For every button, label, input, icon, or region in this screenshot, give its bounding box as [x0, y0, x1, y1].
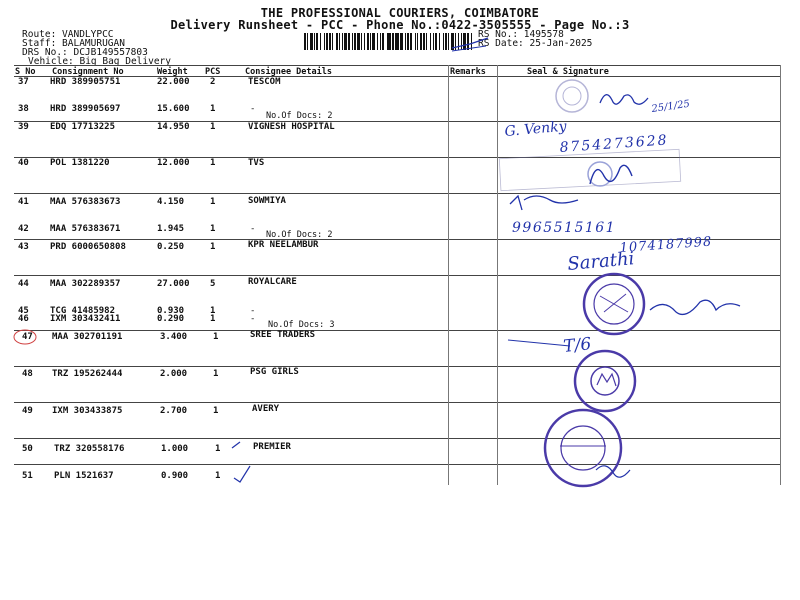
row-weight: 2.700 [160, 406, 188, 416]
row-pcs: 1 [210, 314, 216, 324]
col-weight: Weight [157, 67, 188, 77]
row-consignment: MAA 576383671 [50, 224, 121, 234]
row-weight: 4.150 [157, 197, 185, 207]
row-consignment: IXM 303432411 [50, 314, 121, 324]
col-remarks: Remarks [450, 67, 486, 77]
row-divider [14, 239, 780, 240]
rs-date: RS Date: 25-Jan-2025 [478, 38, 593, 49]
row-sno: 43 [18, 242, 29, 252]
row-pcs: 1 [210, 158, 216, 168]
row-pcs: 2 [210, 77, 216, 87]
row-sno: 37 [18, 77, 29, 87]
vehicle-label: Vehicle: Big Bag Delivery [28, 56, 171, 67]
row-sno: 47 [22, 332, 33, 342]
seal-divider [497, 65, 498, 485]
row-weight: 3.400 [160, 332, 188, 342]
underline-icon [508, 340, 570, 346]
row-divider [14, 402, 780, 403]
row-divider [14, 464, 780, 465]
row-consignee: TVS [248, 158, 265, 168]
row-consignment: PRD 6000650808 [50, 242, 126, 252]
row-consignee: VIGNESH HOSPITAL [248, 122, 335, 132]
row-consignee: - [250, 104, 256, 114]
header-rule [14, 76, 780, 77]
drs-label: DRS No.: DCJB149557803 [22, 47, 148, 58]
docs-count: No.Of Docs: 3 [268, 320, 335, 330]
row-consignee: PSG GIRLS [250, 367, 299, 377]
row-consignment: MAA 302289357 [50, 279, 121, 289]
row-weight: 14.950 [157, 122, 190, 132]
table-top-rule [14, 65, 780, 66]
row-sno: 39 [18, 122, 29, 132]
handwritten-name: Sarathi [566, 248, 636, 275]
row-consignee: KPR NEELAMBUR [248, 240, 319, 250]
check-mark-icon [234, 466, 250, 482]
handwritten-phone: 1074187998 [619, 234, 713, 256]
row-sno: 48 [22, 369, 33, 379]
row-weight: 0.930 [157, 306, 185, 316]
row-consignee: ROYALCARE [248, 277, 297, 287]
row-divider [14, 330, 780, 331]
row-weight: 1.000 [161, 444, 189, 454]
row-pcs: 1 [210, 242, 216, 252]
row-pcs: 1 [210, 122, 216, 132]
row-divider [14, 121, 780, 122]
row-pcs: 1 [210, 197, 216, 207]
row-consignment: POL 1381220 [50, 158, 110, 168]
row-divider [14, 366, 780, 367]
row-sno: 51 [22, 471, 33, 481]
rs-number: RS No.: 1495578 [478, 29, 564, 40]
row-consignee: PREMIER [253, 442, 291, 452]
row-sno: 42 [18, 224, 29, 234]
row-pcs: 1 [210, 224, 216, 234]
row-sno: 41 [18, 197, 29, 207]
row-consignment: IXM 303433875 [52, 406, 123, 416]
staff-label: Staff: BALAMURUGAN [22, 38, 125, 49]
row-consignee: - [250, 306, 256, 316]
signature-icon [650, 300, 740, 314]
row-weight: 2.000 [160, 369, 188, 379]
handwritten-phone: 9965515161 [512, 220, 617, 236]
row-sno: 50 [22, 444, 33, 454]
col-consignment: Consignment No [52, 67, 124, 77]
col-pcs: PCS [205, 67, 221, 77]
row-divider [14, 157, 780, 158]
row-pcs: 1 [213, 369, 219, 379]
avery-stamp-icon [545, 410, 621, 486]
docs-count: No.Of Docs: 2 [266, 111, 333, 121]
signature-icon [590, 165, 632, 184]
runsheet-subtitle: Delivery Runsheet - PCC - Phone No.:0422-3505555 - Page No.:3 [170, 18, 630, 32]
handwritten-date: 25/1/25 [650, 98, 691, 115]
row-consignment: TRZ 320558176 [54, 444, 125, 454]
row-weight: 0.900 [161, 471, 189, 481]
row-weight: 15.600 [157, 104, 190, 114]
col-sno: S No [15, 67, 36, 77]
row-sno: 38 [18, 104, 29, 114]
row-divider [14, 193, 780, 194]
row-pcs: 1 [215, 444, 221, 454]
row-weight: 12.000 [157, 158, 190, 168]
row-weight: 27.000 [157, 279, 190, 289]
row-consignee: AVERY [252, 404, 280, 414]
handwritten-name: G. Venky [503, 118, 568, 140]
row-consignee: TESCOM [248, 77, 281, 87]
row-pcs: 1 [210, 104, 216, 114]
row-consignment: MAA 576383673 [50, 197, 121, 207]
right-border [780, 65, 781, 485]
row-consignee: SREE TRADERS [250, 330, 316, 340]
row-consignment: HRD 389905697 [50, 104, 121, 114]
row-sno: 46 [18, 314, 29, 324]
row-weight: 22.000 [157, 77, 190, 87]
row-pcs: 1 [210, 306, 216, 316]
row-consignment: TCG 41485982 [50, 306, 116, 316]
check-mark-icon [232, 442, 240, 448]
signature-icon [596, 466, 630, 477]
row-weight: 1.945 [157, 224, 185, 234]
royalcare-stamp-icon [584, 274, 644, 334]
row-consignment: MAA 302701191 [52, 332, 123, 342]
docs-count: No.Of Docs: 2 [266, 230, 333, 240]
row-weight: 0.250 [157, 242, 185, 252]
row-divider [14, 275, 780, 276]
row-consignment: HRD 389905751 [50, 77, 121, 87]
barcode-icon [304, 33, 472, 50]
route-label: Route: VANDLYPCC [22, 29, 114, 40]
row-consignee: - [250, 224, 256, 234]
row-pcs: 1 [213, 332, 219, 342]
row-sno: 44 [18, 279, 29, 289]
row-sno: 45 [18, 306, 29, 316]
row-consignment: TRZ 195262444 [52, 369, 123, 379]
handwritten-phone: 8754273628 [559, 132, 670, 156]
row-consignee: SOWMIYA [248, 196, 286, 206]
company-title: THE PROFESSIONAL COURIERS, COIMBATORE [260, 6, 540, 20]
row-sno: 40 [18, 158, 29, 168]
tvs-stamp-icon [499, 149, 680, 190]
row-consignee: - [250, 314, 256, 324]
handwritten-ref: T/6 [562, 334, 593, 357]
col-consignee: Consignee Details [245, 67, 332, 77]
signature-icon [510, 196, 578, 210]
row-consignment: EDQ 17713225 [50, 122, 116, 132]
row-weight: 0.290 [157, 314, 185, 324]
row-pcs: 5 [210, 279, 216, 289]
remarks-divider [448, 65, 449, 485]
row-divider [14, 438, 780, 439]
row-consignment: PLN 1521637 [54, 471, 114, 481]
company-stamp-icon [556, 80, 588, 112]
row-pcs: 1 [213, 406, 219, 416]
row-pcs: 1 [215, 471, 221, 481]
signature-icon [600, 95, 648, 105]
col-seal: Seal & Signature [527, 67, 609, 77]
row-sno: 49 [22, 406, 33, 416]
